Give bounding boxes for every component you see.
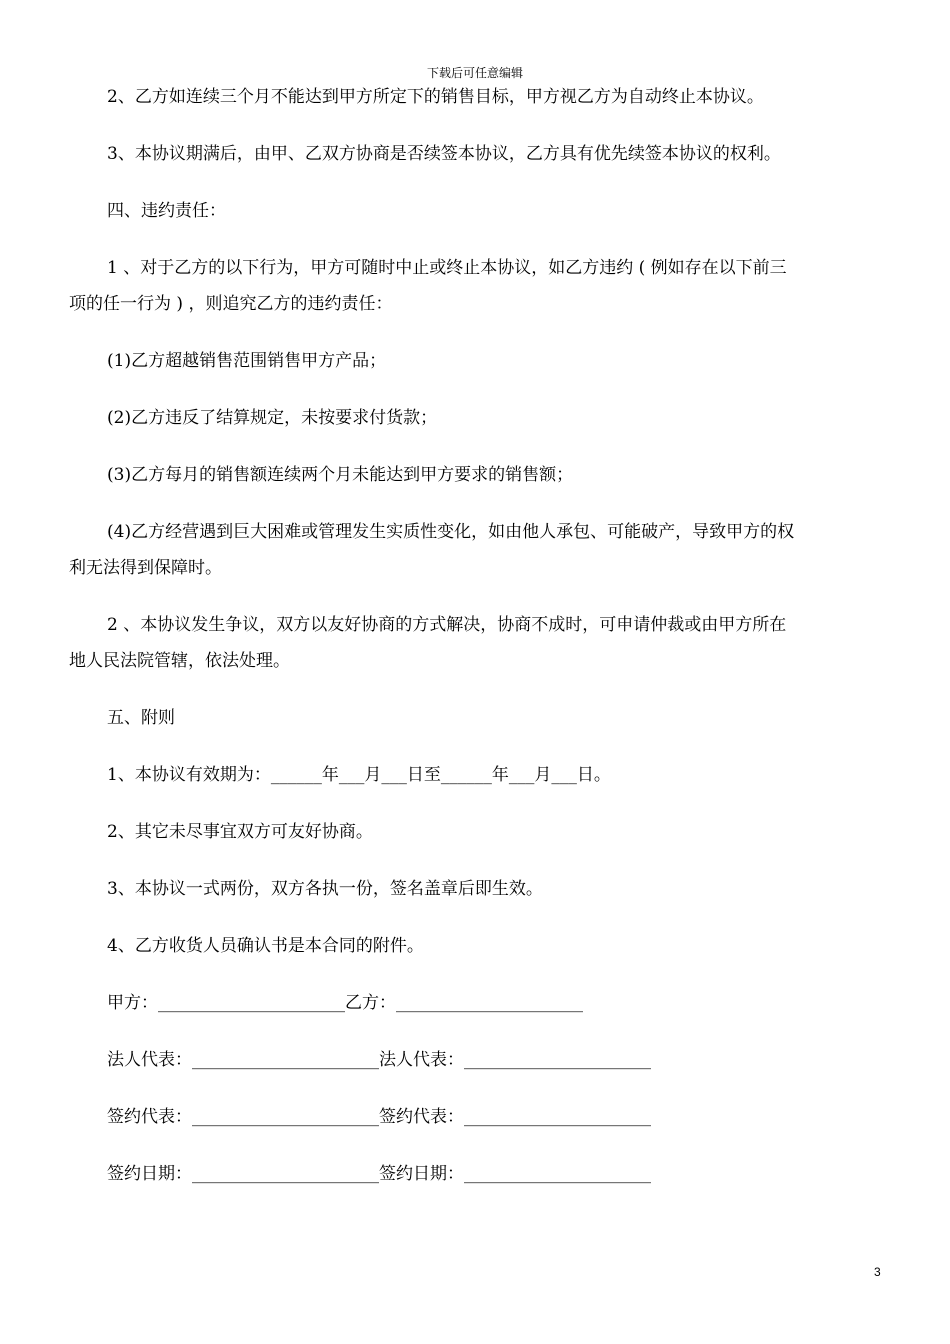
item-4-line-1: (4)乙方经营遇到巨大困难或管理发生实质性变化，如由他人承包、可能破产，导致甲方的权 bbox=[107, 522, 795, 542]
signature-signing-rep: 签约代表：______________________签约代表：______________________ bbox=[107, 1107, 651, 1127]
clause-3-2: 2、乙方如连续三个月不能达到甲方所定下的销售目标，甲方视乙方为自动终止本协议。 bbox=[107, 87, 764, 107]
item-4-line-2: 利无法得到保障时。 bbox=[69, 558, 222, 578]
clause-4-1-line-2: 项的任一行为 ) ，则追究乙方的违约责任： bbox=[69, 294, 393, 314]
clause-4-1-line-1: 1 、对于乙方的以下行为，甲方可随时中止或终止本协议，如乙方违约 ( 例如存在以下前三 bbox=[107, 258, 787, 278]
page-number: 3 bbox=[874, 1265, 881, 1279]
section-5-heading: 五、附则 bbox=[107, 708, 175, 728]
item-1: (1)乙方超越销售范围销售甲方产品； bbox=[107, 351, 387, 371]
item-2: (2)乙方违反了结算规定，未按要求付货款； bbox=[107, 408, 438, 428]
signature-parties: 甲方：______________________乙方：______________________ bbox=[107, 993, 583, 1013]
section-4-heading: 四、违约责任： bbox=[107, 201, 226, 221]
item-3: (3)乙方每月的销售额连续两个月未能达到甲方要求的销售额； bbox=[107, 465, 574, 485]
clause-5-4: 4、乙方收货人员确认书是本合同的附件。 bbox=[107, 936, 424, 956]
signature-legal-rep: 法人代表：______________________法人代表：______________________ bbox=[107, 1050, 651, 1070]
clause-5-2: 2、其它未尽事宜双方可友好协商。 bbox=[107, 822, 373, 842]
clause-4-2-line-1: 2 、本协议发生争议，双方以友好协商的方式解决，协商不成时，可申请仲裁或由甲方所在 bbox=[107, 615, 787, 635]
clause-4-2-line-2: 地人民法院管辖，依法处理。 bbox=[69, 651, 290, 671]
page-header: 下载后可任意编辑 bbox=[426, 66, 523, 80]
clause-3-3: 3、本协议期满后，由甲、乙双方协商是否续签本协议，乙方具有优先续签本协议的权利。 bbox=[107, 144, 781, 164]
clause-5-3: 3、本协议一式两份，双方各执一份，签名盖章后即生效。 bbox=[107, 879, 543, 899]
signature-date: 签约日期：______________________签约日期：______________________ bbox=[107, 1164, 651, 1184]
clause-5-1: 1、本协议有效期为：______年___月___日至______年___月___日。 bbox=[107, 765, 611, 785]
